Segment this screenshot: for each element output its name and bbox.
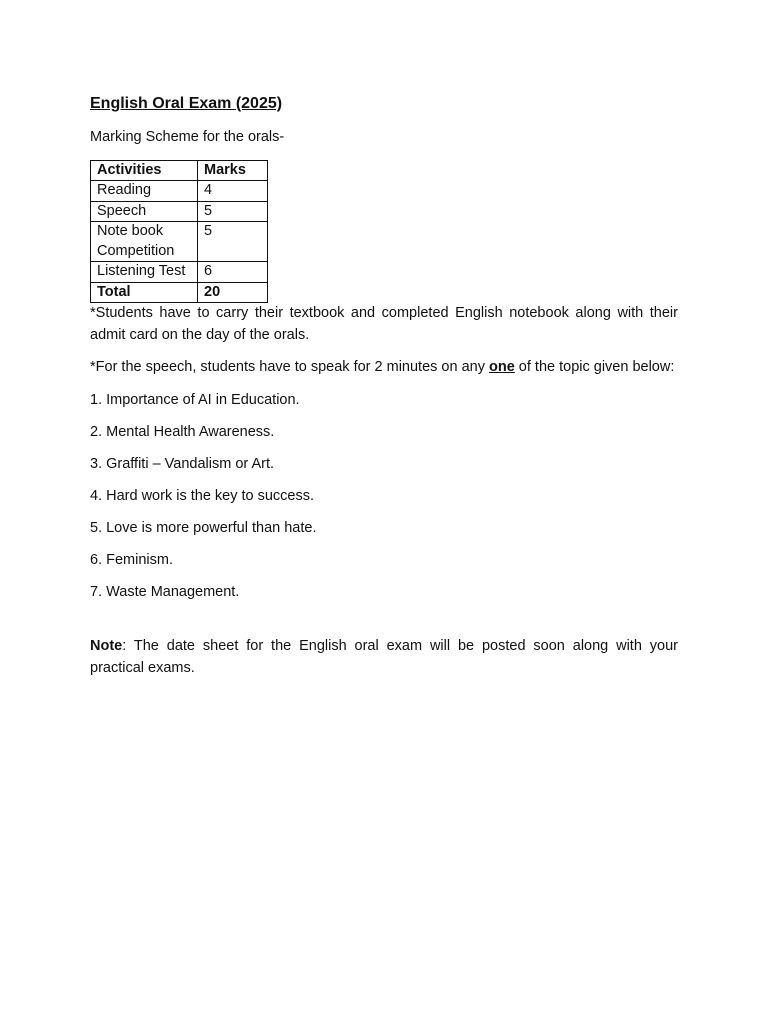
instruction-carry-items: *Students have to carry their textbook and completed English notebook along with their admit card on the day of the orals. bbox=[90, 305, 678, 343]
topic-list bbox=[90, 390, 678, 604]
table-total-value: 20 bbox=[198, 282, 268, 303]
note-paragraph bbox=[90, 636, 678, 679]
table-header-marks: Marks bbox=[198, 160, 268, 181]
instruction-speech-emphasis: one bbox=[488, 359, 515, 375]
table-cell-marks: 5 bbox=[198, 222, 268, 262]
list-item: 4. Hard work is the key to success. bbox=[90, 487, 315, 504]
table-row bbox=[91, 201, 268, 222]
table-header-activities: Activities bbox=[91, 160, 198, 181]
marking-scheme-table bbox=[90, 160, 268, 304]
table-cell-activity: Listening Test bbox=[91, 262, 198, 283]
instruction-speech-text-after: of the topic given below: bbox=[514, 359, 675, 375]
document-page bbox=[90, 93, 678, 690]
instruction-speech bbox=[90, 357, 678, 379]
table-total-row bbox=[91, 282, 268, 303]
table-row bbox=[91, 181, 268, 202]
list-item: 7. Waste Management. bbox=[90, 583, 240, 600]
note-text: : The date sheet for the English oral exam will be posted soon along with your practical exams. bbox=[90, 638, 678, 676]
table-cell-activity: Note book Competition bbox=[91, 222, 198, 262]
instruction-speech-text-before: *For the speech, students have to speak for 2 minutes on any bbox=[90, 359, 489, 375]
list-item: 3. Graffiti – Vandalism or Art. bbox=[90, 455, 275, 472]
note-label: Note bbox=[90, 638, 123, 654]
document-title: English Oral Exam (2025) bbox=[90, 95, 283, 112]
list-item: 1. Importance of AI in Education. bbox=[90, 391, 300, 408]
document-subtitle: Marking Scheme for the orals- bbox=[90, 129, 285, 145]
table-cell-marks: 5 bbox=[198, 201, 268, 222]
list-item: 6. Feminism. bbox=[90, 551, 173, 568]
table-row bbox=[91, 222, 268, 262]
table-cell-marks: 4 bbox=[198, 181, 268, 202]
table-cell-activity: Speech bbox=[91, 201, 198, 222]
table-cell-marks: 6 bbox=[198, 262, 268, 283]
table-total-label: Total bbox=[91, 282, 198, 303]
table-cell-activity: Reading bbox=[91, 181, 198, 202]
list-item: 2. Mental Health Awareness. bbox=[90, 423, 275, 440]
table-header-row bbox=[91, 160, 268, 181]
table-row bbox=[91, 262, 268, 283]
list-item: 5. Love is more powerful than hate. bbox=[90, 519, 317, 536]
